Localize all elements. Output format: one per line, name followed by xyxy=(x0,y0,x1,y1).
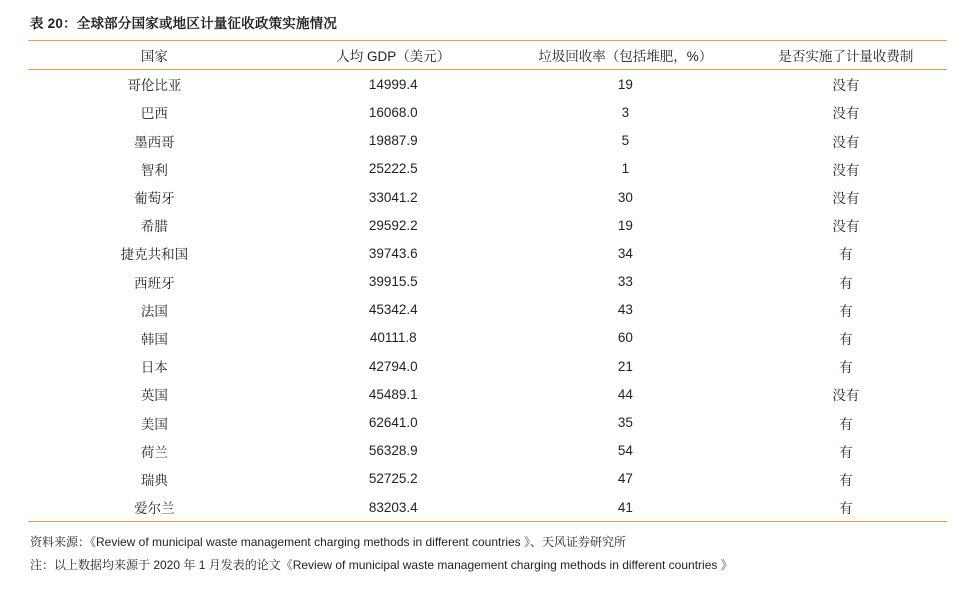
cell-gdp: 83203.4 xyxy=(281,493,506,522)
cell-recycling-rate: 21 xyxy=(617,358,633,374)
cell-gdp: 40111.8 xyxy=(369,330,417,346)
cell-recycling-rate: 41 xyxy=(506,493,745,522)
cell-country: 韩国 xyxy=(140,331,168,347)
cell-policy: 有 xyxy=(839,360,853,376)
table-row xyxy=(28,127,947,155)
table-header xyxy=(28,41,947,70)
cell-policy: 有 xyxy=(839,331,853,347)
cell-country: 墨西哥 xyxy=(134,134,175,150)
table-notes xyxy=(28,522,947,574)
table-title: 表 20：全球部分国家或地区计量征收政策实施情况 xyxy=(30,16,338,31)
table-row xyxy=(28,155,947,183)
cell-recycling-rate: 5 xyxy=(621,133,630,149)
cell-country: 瑞典 xyxy=(140,472,168,488)
cell-country: 日本 xyxy=(140,360,168,376)
cell-gdp: 25222.5 xyxy=(368,161,418,177)
cell-gdp: 62641.0 xyxy=(368,415,418,431)
cell-country: 美国 xyxy=(140,416,168,432)
source-note: 资料来源：《Review of municipal waste management charging methods in different countries 》、天风证券研究所 xyxy=(30,535,627,550)
table-row xyxy=(28,352,947,380)
cell-policy: 有 xyxy=(839,416,853,432)
cell-recycling-rate: 30 xyxy=(617,189,633,205)
cell-gdp: 14999.4 xyxy=(368,76,418,92)
cell-country: 巴西 xyxy=(140,106,168,122)
cell-recycling-rate: 19 xyxy=(617,217,633,233)
table-row xyxy=(28,380,947,408)
cell-policy: 没有 xyxy=(832,162,860,178)
table-row xyxy=(28,324,947,352)
cell-country: 希腊 xyxy=(140,219,168,235)
table-row xyxy=(28,408,947,436)
cell-country: 法国 xyxy=(140,303,168,319)
column-header-policy: 是否实施了计量收费制 xyxy=(745,41,947,70)
cell-recycling-rate: 60 xyxy=(617,330,633,346)
table-row xyxy=(28,437,947,465)
cell-country: 捷克共和国 xyxy=(120,247,189,263)
cell-recycling-rate: 34 xyxy=(617,245,633,261)
cell-policy: 没有 xyxy=(832,191,860,207)
cell-gdp: 42794.0 xyxy=(368,358,418,374)
cell-gdp: 16068.0 xyxy=(368,104,418,120)
table-row xyxy=(28,296,947,324)
table-body xyxy=(28,70,947,522)
cell-country: 西班牙 xyxy=(134,275,175,291)
cell-recycling-rate: 54 xyxy=(617,443,633,459)
cell-gdp: 39915.5 xyxy=(368,274,418,290)
cell-policy: 有 xyxy=(745,493,947,522)
cell-gdp: 33041.2 xyxy=(368,189,418,205)
cell-country: 荷兰 xyxy=(140,444,168,460)
cell-country: 爱尔兰 xyxy=(28,493,281,522)
data-table xyxy=(28,40,947,522)
cell-policy: 没有 xyxy=(832,78,860,94)
cell-gdp: 39743.6 xyxy=(368,245,418,261)
cell-recycling-rate: 3 xyxy=(621,104,630,120)
cell-gdp: 56328.9 xyxy=(368,443,418,459)
cell-gdp: 19887.9 xyxy=(368,133,418,149)
column-header-gdp: 人均 GDP（美元） xyxy=(281,41,506,70)
cell-gdp: 52725.2 xyxy=(368,471,418,487)
cell-recycling-rate: 1 xyxy=(621,161,630,177)
cell-recycling-rate: 35 xyxy=(617,415,633,431)
cell-policy: 有 xyxy=(839,303,853,319)
cell-recycling-rate: 43 xyxy=(617,302,633,318)
table-row xyxy=(28,239,947,267)
table-row xyxy=(28,268,947,296)
table-row xyxy=(28,70,947,99)
table-header-row xyxy=(28,41,947,70)
cell-recycling-rate: 44 xyxy=(617,386,633,402)
footnote: 注：以上数据均来源于 2020 年 1 月发表的论文《Review of municipal waste management charging methods in different countries 》 xyxy=(30,557,733,572)
table-row xyxy=(28,493,947,522)
cell-gdp: 45489.1 xyxy=(368,386,418,402)
cell-country: 智利 xyxy=(140,162,168,178)
table-row xyxy=(28,465,947,493)
cell-country: 英国 xyxy=(140,388,168,404)
column-header-country: 国家 xyxy=(28,41,281,70)
cell-recycling-rate: 19 xyxy=(617,76,633,92)
table-row xyxy=(28,211,947,239)
cell-gdp: 45342.4 xyxy=(368,302,418,318)
cell-policy: 没有 xyxy=(832,106,860,122)
table-row xyxy=(28,98,947,126)
table-row xyxy=(28,183,947,211)
cell-country: 葡萄牙 xyxy=(134,191,175,207)
cell-gdp: 29592.2 xyxy=(368,217,418,233)
cell-recycling-rate: 47 xyxy=(617,471,633,487)
cell-policy: 没有 xyxy=(832,134,860,150)
cell-country: 哥伦比亚 xyxy=(127,78,182,94)
cell-recycling-rate: 33 xyxy=(617,274,633,290)
cell-policy: 有 xyxy=(839,444,853,460)
cell-policy: 没有 xyxy=(832,388,860,404)
cell-policy: 有 xyxy=(839,247,853,263)
cell-policy: 有 xyxy=(839,275,853,291)
column-header-recycling-rate: 垃圾回收率（包括堆肥，%） xyxy=(506,41,745,70)
cell-policy: 有 xyxy=(839,472,853,488)
cell-policy: 没有 xyxy=(832,219,860,235)
